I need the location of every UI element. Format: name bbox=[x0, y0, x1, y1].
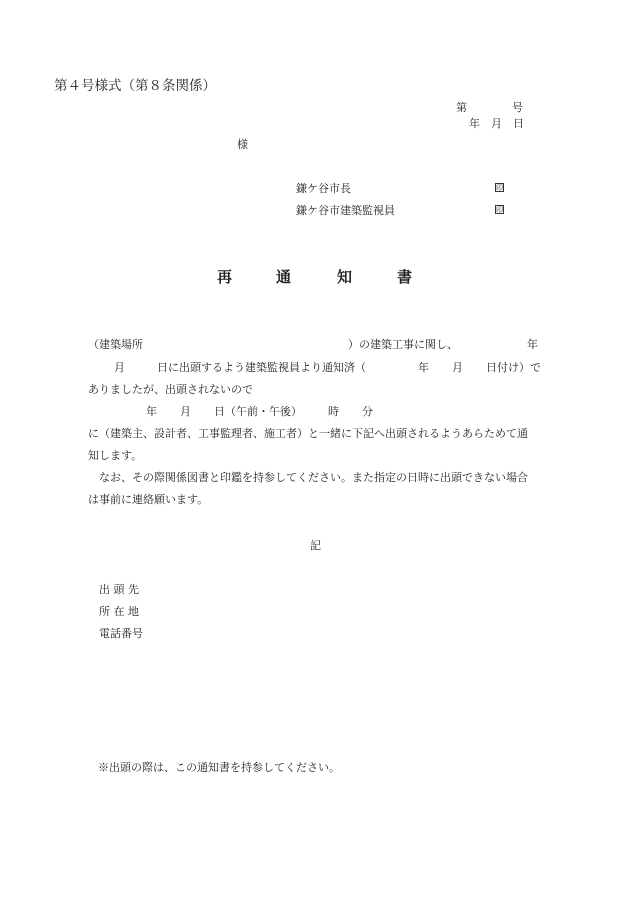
body-text: は事前に連絡願います。 bbox=[88, 493, 209, 506]
issuer-building-inspector: 鎌ケ谷市建築監視員 bbox=[296, 204, 395, 217]
document-title-char: 再 bbox=[217, 268, 233, 286]
doc-number-suffix: 号 bbox=[512, 101, 523, 114]
body-text: 分 bbox=[362, 405, 373, 418]
document-title-char: 書 bbox=[397, 268, 413, 286]
body-text: 月 bbox=[114, 361, 125, 374]
memo-heading: 記 bbox=[310, 539, 321, 552]
doc-number-prefix: 第 bbox=[456, 101, 467, 114]
item-destination-label: 出 頭 先 bbox=[99, 583, 139, 596]
seal-mark: 印 bbox=[496, 206, 503, 214]
item-phone-label: 電話番号 bbox=[99, 627, 143, 640]
issuer-mayor: 鎌ケ谷市長 bbox=[296, 182, 351, 195]
body-text: 日（午前・午後） bbox=[214, 405, 302, 418]
body-text: 日付け）で bbox=[486, 361, 541, 374]
body-text: ）の建築工事に関し、 bbox=[348, 338, 458, 351]
seal-mark: 印 bbox=[496, 184, 503, 192]
body-text: 時 bbox=[328, 405, 339, 418]
body-text: ありましたが、出頭されないので bbox=[88, 383, 253, 396]
body-text: 知します。 bbox=[88, 449, 143, 462]
form-number: 第４号様式（第８条関係） bbox=[54, 78, 216, 94]
body-text: 月 bbox=[452, 361, 463, 374]
body-text: 年 bbox=[146, 405, 157, 418]
date-day-label: 日 bbox=[513, 117, 524, 130]
body-text: 年 bbox=[527, 338, 538, 351]
footer-note: ※出頭の際は、この通知書を持参してください。 bbox=[98, 761, 340, 774]
body-text: 日に出頭するよう建築監視員より通知済（ bbox=[157, 361, 366, 374]
date-year-label: 年 bbox=[469, 117, 480, 130]
body-text: に（建築主、設計者、工事監理者、施工者）と一緒に下記へ出頭されるようあらためて通 bbox=[88, 427, 528, 440]
date-month-label: 月 bbox=[491, 117, 502, 130]
body-text: なお、その際関係図書と印鑑を持参してください。また指定の日時に出頭できない場合 bbox=[99, 471, 528, 484]
document-title-char: 知 bbox=[337, 268, 353, 286]
body-text: （建築場所 bbox=[88, 338, 143, 351]
body-text: 年 bbox=[418, 361, 429, 374]
body-text: 月 bbox=[180, 405, 191, 418]
item-address-label: 所 在 地 bbox=[99, 605, 139, 618]
addressee-honorific: 様 bbox=[237, 138, 248, 151]
document-title-char: 通 bbox=[276, 268, 292, 286]
